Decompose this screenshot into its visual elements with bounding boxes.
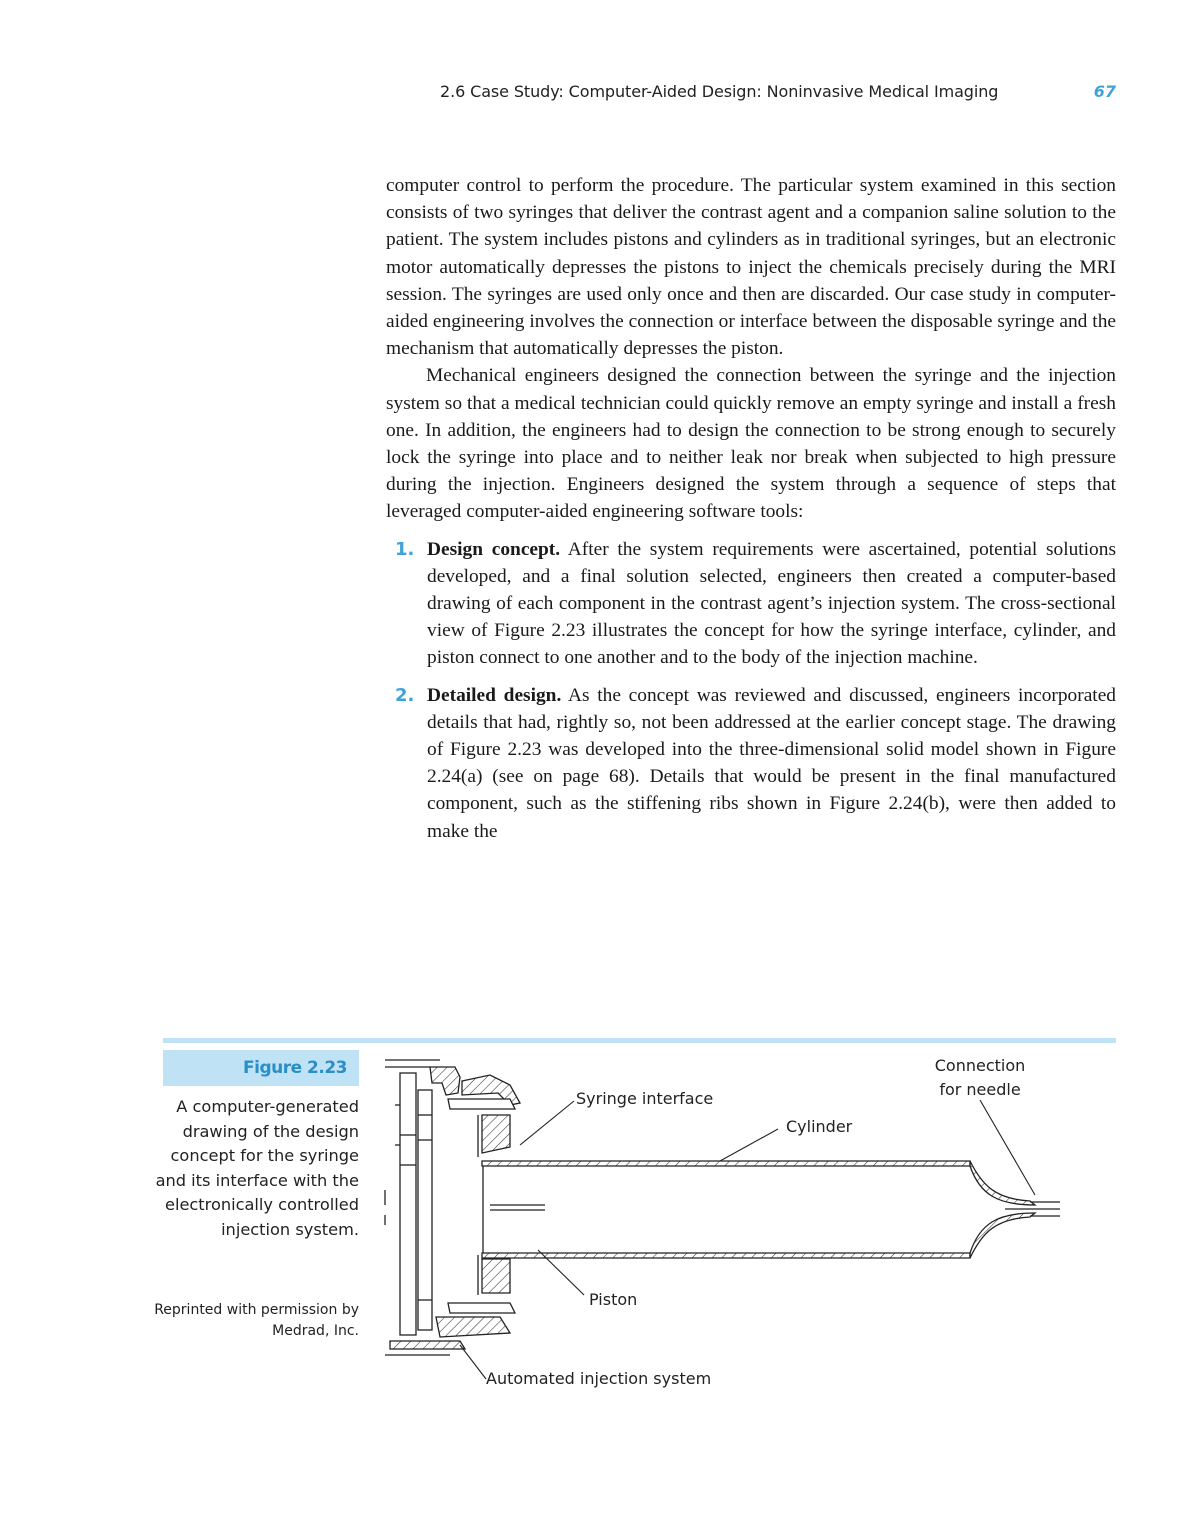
body-text (386, 172, 1116, 855)
callout-connection-for-needle (920, 1054, 1040, 1102)
step-term: Detailed design. (427, 684, 562, 706)
callout-syringe-interface: Syringe interface (576, 1089, 714, 1108)
paragraph-2: Mechanical engineers designed the connection between the syringe and the injection system so that a medical technician could quickly remove an empty syringe and install a fresh one. In addition, the engineers had to design the connection to be strong enough to securely lock the syringe into place and to neither leak nor break when subjected to high pressure during the injection. Engineers designed the system through a sequence of steps that leveraged computer-aided engineering software tools: (386, 365, 1116, 523)
list-item (386, 536, 1116, 672)
step-text: As the concept was reviewed and discussed, engineers incorporated details that had, rightly so, not been addressed at the earlier concept stage. The drawing of Figure 2.23 was developed into the three-dimensional solid model shown in Figure 2.24(a) (see on page 68). Details that would be present in the final manufactured component, such as the stiffening ribs shown in Figure 2.24(b), were then added to make the (427, 684, 1116, 842)
figure-label: Figure 2.23 (163, 1050, 359, 1086)
steps-list (386, 536, 1116, 845)
step-number: 1. (395, 538, 415, 560)
figure-caption: A computer-generated drawing of the design concept for the syringe and its interface with the electronically controlled injection system. (155, 1097, 359, 1239)
step-number: 2. (395, 684, 415, 706)
callout-connection-line-2: for needle (939, 1080, 1021, 1099)
page-number: 67 (1093, 82, 1116, 101)
figure-drawing (370, 1045, 1070, 1395)
figure-rule (163, 1038, 1116, 1043)
callout-connection-line-1: Connection (934, 1056, 1026, 1075)
step-text: After the system requirements were ascertained, potential solutions developed, and a final solution selected, engineers then created a computer-based drawing of each component in the contrast agent’s injection system. The cross-sectional view of Figure 2.23 illustrates the concept for how the syringe interface, cylinder, and piston connect to one another and to the body of the injection machine. (427, 538, 1116, 669)
step-term: Design concept. (427, 538, 561, 560)
callout-automated-injection-system: Automated injection system (486, 1369, 712, 1388)
callout-cylinder: Cylinder (786, 1117, 853, 1136)
list-item (386, 682, 1116, 845)
running-head (440, 80, 1116, 106)
running-head-title: 2.6 Case Study: Computer-Aided Design: Noninvasive Medical Imaging (440, 82, 999, 101)
callout-piston: Piston (589, 1290, 638, 1309)
paragraph-1: computer control to perform the procedure. The particular system examined in this section consists of two syringes that deliver the contrast agent and a companion saline solution to the patient. The system includes pistons and cylinders as in traditional syringes, but an electronic motor automatically depresses the pistons to inject the chemicals precisely during the MRI session. The syringes are used only once and then are discarded. Our case study in computer-aided engineering involves the connection or interface between the disposable syringe and the mechanism that automatically depresses the piston. (386, 175, 1116, 360)
figure-credit: Reprinted with permission by Medrad, Inc. (154, 1302, 359, 1339)
